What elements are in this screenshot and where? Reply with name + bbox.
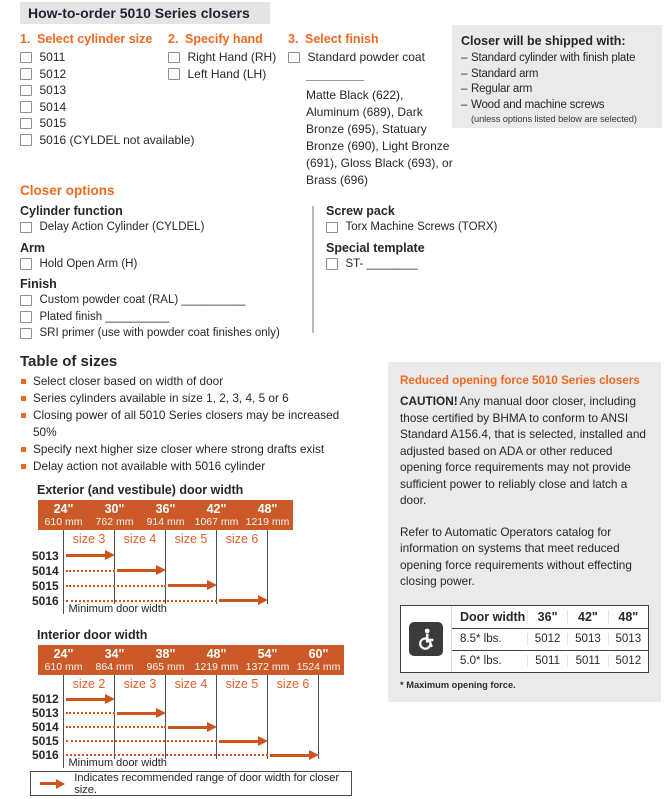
width-mm: 1067 mm bbox=[194, 515, 239, 528]
cell-closer-model: 5013 bbox=[567, 633, 607, 645]
dotted-leader bbox=[66, 585, 166, 587]
step-select-finish bbox=[288, 32, 454, 189]
width-mm: 610 mm bbox=[44, 660, 83, 673]
opening-force-grid bbox=[452, 606, 648, 672]
size-label: size 4 bbox=[174, 677, 208, 691]
list-item-label: Standard cylinder with finish plate bbox=[471, 52, 636, 64]
chart-header-bar bbox=[38, 645, 344, 675]
checkbox[interactable] bbox=[20, 134, 32, 146]
range-arrow-head bbox=[207, 722, 217, 732]
dash-bullet: – bbox=[461, 83, 468, 95]
step-number: 1. bbox=[20, 32, 31, 46]
checkbox-label: 5016 (CYLDEL not available) bbox=[39, 132, 195, 147]
chart-column-header bbox=[242, 503, 293, 528]
caution-panel-heading: Reduced opening force 5010 Series closers bbox=[400, 374, 640, 387]
list-item bbox=[461, 98, 653, 114]
width-mm: 965 mm bbox=[146, 660, 185, 673]
checkbox[interactable] bbox=[20, 118, 32, 130]
table-row bbox=[452, 628, 648, 650]
axis-note: Minimum door width bbox=[68, 602, 167, 615]
checkbox-label: Plated finish __________ bbox=[39, 310, 170, 323]
size-label: size 2 bbox=[72, 677, 106, 691]
checkbox-item bbox=[288, 49, 454, 66]
range-arrow bbox=[168, 584, 208, 587]
row-label-force: 5.0* lbs. bbox=[460, 655, 502, 667]
option-group-title: Special template bbox=[326, 240, 425, 255]
list-item-label: Regular arm bbox=[471, 83, 533, 95]
checkbox-item bbox=[20, 99, 194, 116]
closer-options-heading: Closer options bbox=[20, 183, 115, 198]
closer-model-label: 5016 bbox=[32, 593, 59, 608]
checkbox[interactable] bbox=[20, 295, 32, 307]
shipping-box-title: Closer will be shipped with: bbox=[461, 34, 626, 48]
interior-door-width-chart bbox=[30, 628, 344, 771]
size-label: size 6 bbox=[225, 532, 259, 546]
dotted-leader bbox=[66, 570, 115, 572]
dotted-leader bbox=[66, 600, 217, 602]
step-title: Select cylinder size bbox=[37, 32, 153, 46]
column-header-door-width: Door width bbox=[460, 609, 526, 624]
checkbox-label: SRI primer (use with powder coat finishes only) bbox=[39, 327, 280, 339]
wheelchair-glyph bbox=[414, 627, 438, 651]
checkbox[interactable] bbox=[20, 222, 32, 234]
chart-column-header bbox=[89, 648, 140, 673]
range-arrow-head bbox=[156, 565, 166, 575]
closer-model-label: 5015 bbox=[32, 578, 59, 593]
option-group-title: Finish bbox=[20, 277, 57, 291]
dotted-leader bbox=[66, 754, 268, 756]
checkbox[interactable] bbox=[326, 258, 338, 270]
checkbox[interactable] bbox=[20, 68, 32, 80]
caution-paragraph bbox=[400, 393, 649, 509]
size-label: size 4 bbox=[123, 532, 157, 546]
accessibility-icon bbox=[409, 622, 443, 656]
checkbox-item bbox=[168, 49, 276, 66]
option-group-title: Cylinder function bbox=[20, 204, 123, 218]
checkbox-item bbox=[20, 256, 280, 273]
chart-column-header bbox=[140, 503, 191, 528]
option-group bbox=[20, 204, 280, 236]
legend-box bbox=[30, 771, 352, 796]
checkbox-item bbox=[20, 219, 280, 236]
cell-closer-model: 5013 bbox=[608, 633, 648, 645]
size-label: size 3 bbox=[123, 677, 157, 691]
checkbox-label: Right Hand (RH) bbox=[187, 50, 277, 64]
dotted-leader bbox=[66, 726, 166, 728]
step-number: 3. bbox=[288, 32, 299, 46]
closer-model-label: 5015 bbox=[32, 734, 59, 748]
width-inches: 48" bbox=[206, 646, 227, 661]
exterior-door-width-chart bbox=[30, 483, 293, 617]
width-inches: 30" bbox=[104, 501, 125, 516]
cell-closer-model: 5012 bbox=[608, 655, 648, 667]
checkbox-label: Delay Action Cylinder (CYLDEL) bbox=[39, 221, 205, 233]
dotted-leader bbox=[66, 712, 115, 714]
dash-bullet: – bbox=[461, 98, 468, 111]
dash-bullet: – bbox=[461, 67, 468, 80]
range-arrow-head bbox=[258, 736, 268, 746]
chart-column-header bbox=[89, 503, 140, 528]
range-arrow-head bbox=[207, 580, 217, 590]
closer-model-label: 5016 bbox=[32, 748, 59, 762]
table-of-sizes-heading: Table of sizes bbox=[20, 353, 118, 370]
range-arrow bbox=[117, 712, 157, 715]
checkbox-item bbox=[168, 66, 276, 83]
list-item bbox=[461, 82, 653, 98]
cell-closer-model: 5011 bbox=[567, 655, 607, 667]
checkbox-item bbox=[20, 292, 280, 309]
caution-panel bbox=[388, 362, 661, 702]
cell-closer-model: 5012 bbox=[527, 633, 567, 645]
closer-options-left-column bbox=[20, 204, 280, 347]
caution-text: Any manual door closer, including those certified by BHMA to conform to ANSI Standard A156.4, that is selected, installed and adjusted based on ADA or other reduced opening force requirements may not provide sufficient power to reliably close and latch a door. bbox=[400, 394, 646, 507]
checkbox[interactable] bbox=[20, 258, 32, 270]
chart-column-header bbox=[242, 648, 293, 673]
list-item bbox=[461, 67, 653, 83]
width-mm: 1219 mm bbox=[194, 660, 239, 673]
option-group-title: Arm bbox=[20, 240, 46, 255]
bullet-item: Series cylinders available in size 1, 2, 3, 4, 5 or 6 bbox=[20, 390, 352, 407]
checkbox-label: 5011 bbox=[39, 50, 66, 64]
range-arrow bbox=[270, 754, 310, 757]
page-title: How-to-order 5010 Series closers bbox=[20, 2, 270, 24]
range-arrow bbox=[219, 740, 259, 743]
checkbox[interactable] bbox=[168, 52, 180, 64]
width-mm: 762 mm bbox=[95, 515, 134, 528]
shipping-items-list bbox=[461, 51, 653, 113]
width-mm: 914 mm bbox=[146, 515, 185, 528]
checkbox-item bbox=[326, 219, 497, 236]
closer-model-label: 5013 bbox=[32, 706, 59, 720]
checkbox[interactable] bbox=[326, 222, 338, 234]
row-label-force: 8.5* lbs. bbox=[460, 633, 502, 645]
table-header-row bbox=[452, 606, 648, 628]
step-title: Specify hand bbox=[185, 32, 263, 46]
checkbox-label: Torx Machine Screws (TORX) bbox=[345, 221, 498, 233]
width-inches: 24" bbox=[53, 501, 74, 516]
width-mm: 1524 mm bbox=[296, 660, 341, 673]
step-heading bbox=[288, 32, 454, 46]
column-divider bbox=[312, 206, 314, 333]
checkbox-item bbox=[20, 325, 280, 342]
size-label: size 6 bbox=[276, 677, 310, 691]
width-mm: 610 mm bbox=[44, 515, 83, 528]
closer-options-right-column bbox=[326, 204, 497, 277]
range-arrow-head bbox=[105, 550, 115, 560]
axis-note: Minimum door width bbox=[68, 757, 167, 769]
chart-column-header bbox=[38, 648, 89, 673]
caution-label: CAUTION! bbox=[400, 394, 458, 408]
closer-model-label: 5014 bbox=[32, 720, 59, 734]
bullet-item: Closing power of all 5010 Series closers may be increased 50% bbox=[20, 407, 352, 441]
chart-column-header bbox=[38, 503, 89, 528]
bullet-item: Delay action not available with 5016 cylinder bbox=[20, 458, 352, 475]
range-arrow-head bbox=[105, 694, 115, 704]
list-item-label: Standard arm bbox=[471, 67, 539, 80]
width-mm: 864 mm bbox=[95, 660, 134, 673]
step-specify-hand bbox=[168, 32, 276, 82]
range-arrow bbox=[219, 599, 259, 602]
list-item bbox=[461, 51, 653, 67]
step-number: 2. bbox=[168, 32, 179, 46]
checkbox[interactable] bbox=[20, 52, 32, 64]
column-header-width: 42" bbox=[567, 610, 607, 624]
range-arrow bbox=[66, 554, 106, 557]
checkbox-item bbox=[326, 256, 497, 273]
range-arrow bbox=[117, 569, 157, 572]
shipping-info-box bbox=[452, 25, 662, 128]
chart-header-bar bbox=[38, 500, 293, 530]
checkbox-label: Standard powder coat bbox=[307, 50, 425, 64]
checkbox-item bbox=[20, 132, 194, 149]
list-item-label: Wood and machine screws bbox=[471, 98, 605, 111]
chart-title: Interior door width bbox=[37, 628, 148, 642]
width-mm: 1219 mm bbox=[245, 515, 290, 528]
checkbox-item bbox=[20, 115, 194, 132]
closer-model-label: 5014 bbox=[32, 563, 59, 578]
table-footnote: * Maximum opening force. bbox=[400, 679, 516, 690]
chart-plot bbox=[30, 675, 344, 771]
cell-closer-model: 5011 bbox=[527, 655, 567, 667]
step-title: Select finish bbox=[305, 32, 379, 46]
checkbox[interactable] bbox=[20, 101, 32, 113]
range-arrow-head bbox=[309, 750, 319, 760]
dotted-leader bbox=[66, 740, 217, 742]
width-inches: 48" bbox=[257, 501, 278, 516]
checkbox-item bbox=[20, 82, 194, 99]
checkbox-label: 5015 bbox=[39, 116, 67, 130]
legend-arrow-icon bbox=[40, 782, 56, 785]
width-inches: 60" bbox=[308, 646, 329, 661]
checkbox-item bbox=[20, 309, 280, 326]
width-inches: 34" bbox=[104, 646, 125, 661]
chart-column-header bbox=[140, 648, 191, 673]
bullet-item: Select closer based on width of door bbox=[20, 373, 352, 390]
step-heading bbox=[168, 32, 276, 46]
range-arrow bbox=[168, 726, 208, 729]
width-inches: 42" bbox=[206, 501, 227, 516]
shipping-box-note: (unless options listed below are selected) bbox=[471, 114, 637, 124]
size-label: size 3 bbox=[72, 532, 106, 546]
size-label: size 5 bbox=[174, 532, 208, 546]
legend-text: Indicates recommended range of door width for closer size. bbox=[74, 771, 339, 796]
finish-checklist bbox=[288, 49, 454, 66]
refer-paragraph: Refer to Automatic Operators catalog for information on systems that meet reduced opening force requirements without effecting closing power. bbox=[400, 524, 632, 588]
dash-bullet: – bbox=[461, 52, 468, 64]
fill-in-blank-line bbox=[306, 69, 364, 81]
legend-arrow-head-icon bbox=[56, 779, 65, 789]
hand-checklist bbox=[168, 49, 276, 82]
width-mm: 1372 mm bbox=[245, 660, 290, 673]
checkbox[interactable] bbox=[20, 328, 32, 340]
option-group bbox=[20, 277, 280, 342]
checkbox-label: Left Hand (LH) bbox=[187, 66, 267, 81]
finish-color-options: Matte Black (622), Aluminum (689), Dark Bronze (695), Statuary Bronze (690), Light Bronze (691), Gloss Black (693), or Brass (696) bbox=[306, 87, 453, 187]
table-row bbox=[452, 650, 648, 672]
bullet-item: Specify next higher size closer where strong drafts exist bbox=[20, 441, 352, 458]
width-inches: 24" bbox=[53, 646, 74, 661]
checkbox[interactable] bbox=[288, 52, 300, 64]
checkbox[interactable] bbox=[20, 85, 32, 97]
closer-model-label: 5013 bbox=[32, 548, 59, 563]
range-arrow-head bbox=[156, 708, 166, 718]
accessibility-icon-cell bbox=[401, 606, 452, 672]
checkbox-label: 5013 bbox=[39, 83, 67, 97]
width-inches: 54" bbox=[257, 646, 278, 661]
opening-force-table bbox=[400, 605, 649, 673]
column-header-width: 48" bbox=[608, 610, 648, 624]
range-arrow-head bbox=[258, 595, 268, 605]
option-group bbox=[20, 241, 280, 273]
size-label: size 5 bbox=[225, 677, 259, 691]
checkbox-label: 5014 bbox=[39, 99, 67, 114]
chart-plot bbox=[30, 530, 293, 617]
chart-column-header bbox=[191, 648, 242, 673]
option-group bbox=[326, 241, 497, 273]
closer-model-label: 5012 bbox=[32, 692, 59, 706]
width-inches: 36" bbox=[155, 501, 176, 516]
chart-column-header bbox=[191, 503, 242, 528]
range-arrow bbox=[66, 698, 106, 701]
checkbox[interactable] bbox=[20, 311, 32, 323]
chart-column-header bbox=[293, 648, 344, 673]
checkbox-label: Hold Open Arm (H) bbox=[39, 257, 138, 270]
checkbox-label: ST- ________ bbox=[345, 257, 418, 270]
table-of-sizes-bullets bbox=[20, 373, 352, 475]
checkbox-label: 5012 bbox=[39, 66, 67, 81]
option-group bbox=[326, 204, 497, 236]
option-group-title: Screw pack bbox=[326, 204, 395, 218]
checkbox-label: Custom powder coat (RAL) __________ bbox=[39, 294, 246, 306]
width-inches: 38" bbox=[155, 646, 176, 661]
checkbox[interactable] bbox=[168, 68, 180, 80]
column-header-width: 36" bbox=[527, 610, 567, 624]
chart-title: Exterior (and vestibule) door width bbox=[37, 483, 244, 497]
